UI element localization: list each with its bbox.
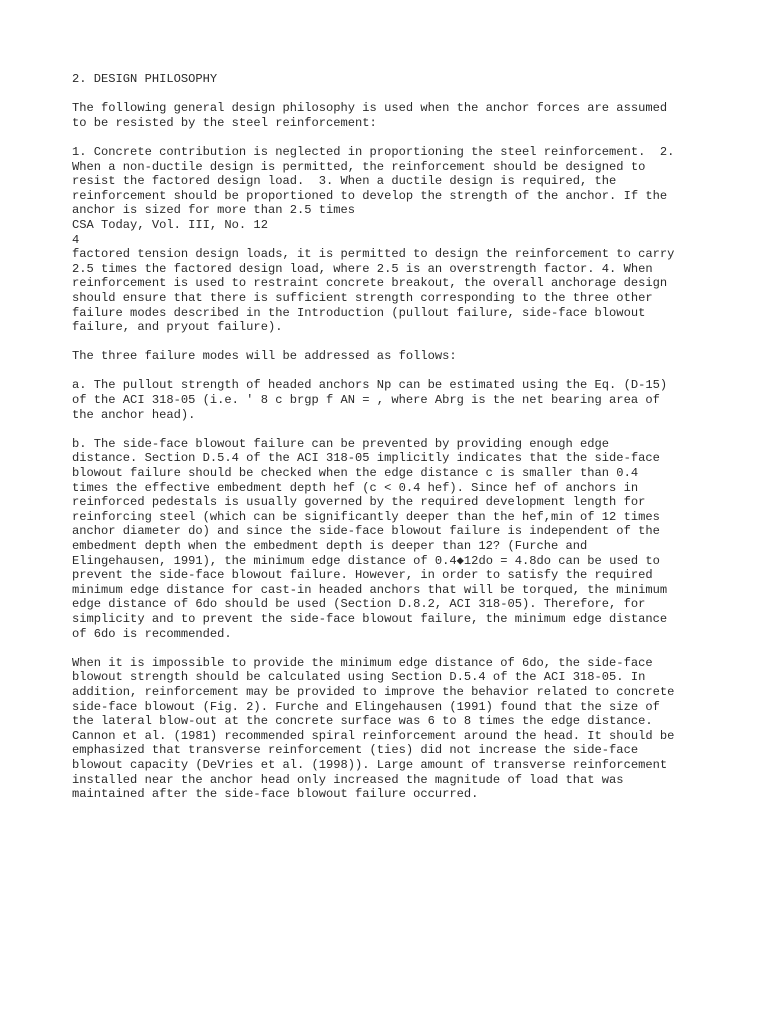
text-line: failure modes described in the Introduction (pullout failure, side-face blowout [72,305,646,320]
text-line: reinforcement should be proportioned to develop the strength of the anchor. If the [72,188,668,203]
paragraph [72,378,732,422]
text-line: maintained after the side-face blowout failure occurred. [72,787,479,802]
text-line: factored tension design loads, it is permitted to design the reinforcement to carry [72,247,675,262]
text-line: of 6do is recommended. [72,626,232,641]
text-line: CSA Today, Vol. III, No. 12 [72,217,268,232]
text-line: 4 [72,232,80,247]
paragraph [72,101,732,130]
text-line: edge distance of 6do should be used (Section D.8.2, ACI 318-05). Therefore, for [72,597,646,612]
text-line: anchor diameter do) and since the side-face blowout failure is independent of the [72,524,660,539]
paragraph-gap [72,335,732,350]
text-line: addition, reinforcement may be provided to improve the behavior related to concrete [72,684,675,699]
text-line: of the ACI 318-05 (i.e. ' 8 c brgp f AN = , where Abrg is the net bearing area of [72,393,660,408]
text-line: minimum edge distance for cast-in headed anchors that will be torqued, the minimum [72,582,668,597]
text-line: When it is impossible to provide the minimum edge distance of 6do, the side-face [72,655,653,670]
document-page [72,72,732,802]
text-line: a. The pullout strength of headed anchors Np can be estimated using the Eq. (D-15) [72,378,668,393]
text-line: 1. Concrete contribution is neglected in proportioning the steel reinforcement. 2. [72,144,675,159]
text-line: reinforcement is used to restraint concrete breakout, the overall anchorage design [72,276,668,291]
text-line: times the effective embedment depth hef (c < 0.4 hef). Since hef of anchors in [72,480,639,495]
paragraph-gap [72,87,732,102]
text-line: The following general design philosophy is used when the anchor forces are assumed [72,101,668,116]
text-line: the lateral blow-out at the concrete surface was 6 to 8 times the edge distance. [72,714,653,729]
paragraph-gap [72,130,732,145]
text-line: prevent the side-face blowout failure. However, in order to satisfy the required [72,568,653,583]
text-line: should ensure that there is sufficient strength corresponding to the three other [72,290,653,305]
text-line: Cannon et al. (1981) recommended spiral reinforcement around the head. It should be [72,728,675,743]
text-line: anchor is sized for more than 2.5 times [72,203,356,218]
text-line: installed near the anchor head only increased the magnitude of load that was [72,772,624,787]
text-line: to be resisted by the steel reinforcement: [72,115,377,130]
text-line: emphasized that transverse reinforcement (ties) did not increase the side-face [72,743,639,758]
text-line: blowout strength should be calculated using Section D.5.4 of the ACI 318-05. In [72,670,646,685]
text-line: side-face blowout (Fig. 2). Furche and Elingehausen (1991) found that the size of [72,699,660,714]
paragraph [72,349,732,364]
text-line: resist the factored design load. 3. When a ductile design is required, the [72,174,617,189]
text-line: reinforcing steel (which can be significantly deeper than the hef,min of 12 times [72,509,660,524]
text-line: distance. Section D.5.4 of the ACI 318-05 implicitly indicates that the side-face [72,451,660,466]
text-line: embedment depth when the embedment depth is deeper than 12? (Furche and [72,539,588,553]
paragraph [72,656,732,802]
document-body [72,101,732,802]
paragraph-gap [72,422,732,437]
section-heading: 2. DESIGN PHILOSOPHY [72,72,218,86]
text-line: failure, and pryout failure). [72,320,283,335]
paragraph [72,145,732,335]
paragraph-gap [72,364,732,379]
text-line: the anchor head). [72,407,196,422]
text-line: 2.5 times the factored design load, where 2.5 is an overstrength factor. 4. When [72,261,653,276]
text-line: When a non-ductile design is permitted, the reinforcement should be designed to [72,159,646,174]
text-line: blowout failure should be checked when the edge distance c is smaller than 0.4 [72,466,639,481]
text-line: simplicity and to prevent the side-face blowout failure, the minimum edge distance [72,611,668,626]
text-line: reinforced pedestals is usually governed by the required development length for [72,495,646,510]
text-line: The three failure modes will be addressed as follows: [72,349,457,364]
text-line: b. The side-face blowout failure can be prevented by providing enough edge [72,436,610,451]
text-line: blowout capacity (DeVries et al. (1998)). Large amount of transverse reinforcement [72,757,668,772]
text-line: Elingehausen, 1991), the minimum edge distance of 0.4◆12do = 4.8do can be used to [72,553,660,568]
paragraph-gap [72,641,732,656]
paragraph [72,437,732,641]
